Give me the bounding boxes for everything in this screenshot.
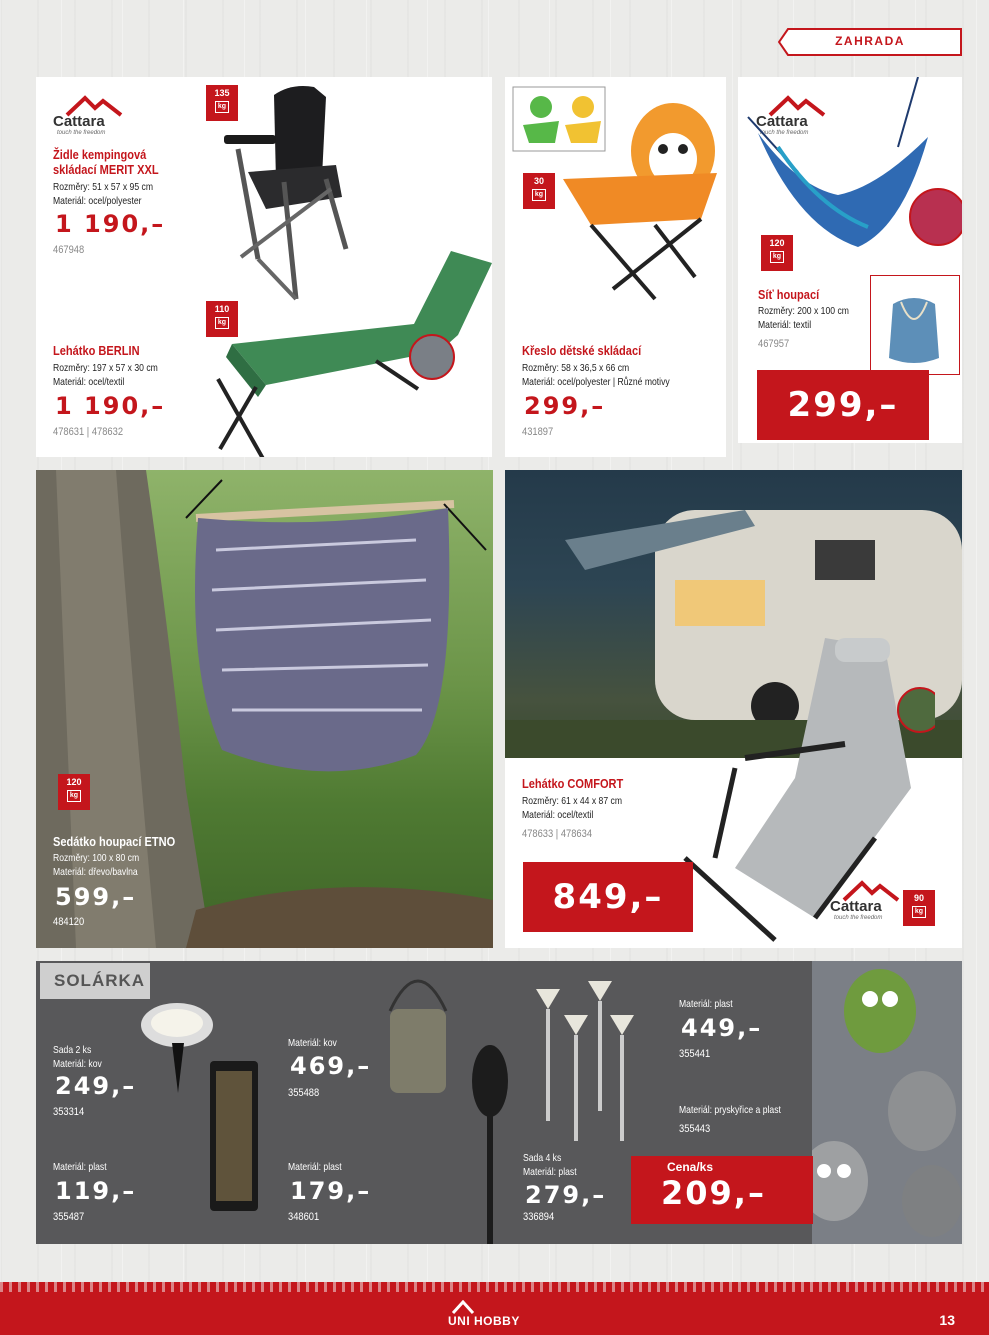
- owls-photo: [812, 961, 962, 1244]
- comfort-price-box: 849,–: [523, 862, 693, 932]
- solar-4-code: 348601: [288, 1211, 320, 1223]
- berlin-price: 1 190,–: [55, 392, 166, 420]
- comfort-name: Lehátko COMFORT: [522, 776, 624, 791]
- solar-title: SOLÁRKA: [40, 963, 150, 999]
- solar-2-spec-1: Materiál: plast: [53, 1161, 107, 1173]
- etno-code: 484120: [53, 916, 85, 928]
- merit-load-badge: 135 kg: [206, 85, 238, 121]
- berlin-spec-2: Materiál: ocel/textil: [53, 376, 125, 388]
- solar-7-price-box: [631, 1156, 813, 1224]
- solar-4-price: 179,–: [290, 1177, 372, 1205]
- solar-7-code: 355443: [679, 1123, 711, 1135]
- etno-spec-1: Rozměry: 100 x 80 cm: [53, 852, 140, 864]
- uni-hobby-logo: UNI HOBBY: [448, 1300, 548, 1330]
- hammock-load-badge: 120 kg: [761, 235, 793, 271]
- comfort-load-badge: 90 kg: [903, 890, 935, 926]
- cattara-logo: Cattara touch the freedom: [830, 880, 910, 924]
- cattara-logo: Cattara touch the freedom: [756, 95, 836, 139]
- kids-load-badge: 30 kg: [523, 173, 555, 209]
- hammock-name: Síť houpací: [758, 287, 820, 302]
- solar-7-price-label: Cena/ks: [667, 1160, 714, 1174]
- solar-2-code: 355487: [53, 1211, 85, 1223]
- etno-name: Sedátko houpací ETNO: [53, 834, 176, 849]
- page-number: 13: [939, 1312, 955, 1328]
- etno-photo: [36, 470, 493, 948]
- solar-6-price: 449,–: [681, 1014, 763, 1042]
- solar-2-price: 119,–: [55, 1177, 137, 1205]
- solar-7-spec-1: Materiál: pryskyřice a plast: [679, 1104, 781, 1116]
- etno-load-badge: 120 kg: [58, 774, 90, 810]
- solar-5-spec-1: Sada 4 ks: [523, 1152, 562, 1164]
- hammock-bag-image: [870, 275, 960, 375]
- hammock-spec-2: Materiál: textil: [758, 319, 812, 331]
- kids-spec-1: Rozměry: 58 x 36,5 x 66 cm: [522, 362, 630, 374]
- card-kids-chair: [505, 77, 726, 457]
- solar-1-code: 353314: [53, 1106, 85, 1118]
- kids-code: 431897: [522, 426, 554, 438]
- cattara-logo: Cattara touch the freedom: [53, 95, 133, 139]
- kids-price: 299,–: [524, 392, 606, 420]
- solar-section: [36, 961, 962, 1244]
- hammock-code: 467957: [758, 338, 790, 350]
- solar-5-price: 279,–: [525, 1181, 607, 1209]
- solar-6-spec-1: Materiál: plast: [679, 998, 733, 1010]
- comfort-spec-1: Rozměry: 61 x 44 x 87 cm: [522, 795, 623, 807]
- berlin-lounger-image: [196, 239, 492, 457]
- berlin-name: Lehátko BERLIN: [53, 343, 140, 358]
- section-tag: [778, 28, 962, 56]
- berlin-load-badge: 110 kg: [206, 301, 238, 337]
- footer-band: [0, 1282, 989, 1335]
- merit-name: Židle kempingová skládací MERIT XXL: [53, 147, 159, 177]
- solar-7-price: 209,–: [661, 1174, 766, 1212]
- comfort-code: 478633 | 478634: [522, 828, 593, 840]
- comfort-spec-2: Materiál: ocel/textil: [522, 809, 594, 821]
- etno-price: 599,–: [55, 883, 137, 911]
- section-tag-label: ZAHRADA: [835, 34, 905, 48]
- berlin-code: 478631 | 478632: [53, 426, 124, 438]
- card-merit-berlin: [36, 77, 492, 457]
- solar-3-spec-1: Materiál: kov: [288, 1037, 337, 1049]
- kids-name: Křeslo dětské skládací: [522, 343, 642, 358]
- solar-1-spec-1: Sada 2 ks: [53, 1044, 92, 1056]
- solar-4-spec-1: Materiál: plast: [288, 1161, 342, 1173]
- hammock-price-box: 299,–: [757, 370, 929, 440]
- hammock-spec-1: Rozměry: 200 x 100 cm: [758, 305, 849, 317]
- solar-3-price: 469,–: [290, 1052, 372, 1080]
- solar-5-code: 336894: [523, 1211, 555, 1223]
- berlin-spec-1: Rozměry: 197 x 57 x 30 cm: [53, 362, 158, 374]
- merit-spec-2: Materiál: ocel/polyester: [53, 195, 142, 207]
- merit-code: 467948: [53, 244, 85, 256]
- etno-spec-2: Materiál: dřevo/bavlna: [53, 866, 138, 878]
- solar-1-spec-2: Materiál: kov: [53, 1058, 102, 1070]
- merit-spec-1: Rozměry: 51 x 57 x 95 cm: [53, 181, 154, 193]
- solar-1-price: 249,–: [55, 1072, 137, 1100]
- solar-6-code: 355441: [679, 1048, 711, 1060]
- solar-3-code: 355488: [288, 1087, 320, 1099]
- kids-spec-2: Materiál: ocel/polyester | Různé motivy: [522, 376, 670, 388]
- solar-5-spec-2: Materiál: plast: [523, 1166, 577, 1178]
- merit-price: 1 190,–: [55, 210, 166, 238]
